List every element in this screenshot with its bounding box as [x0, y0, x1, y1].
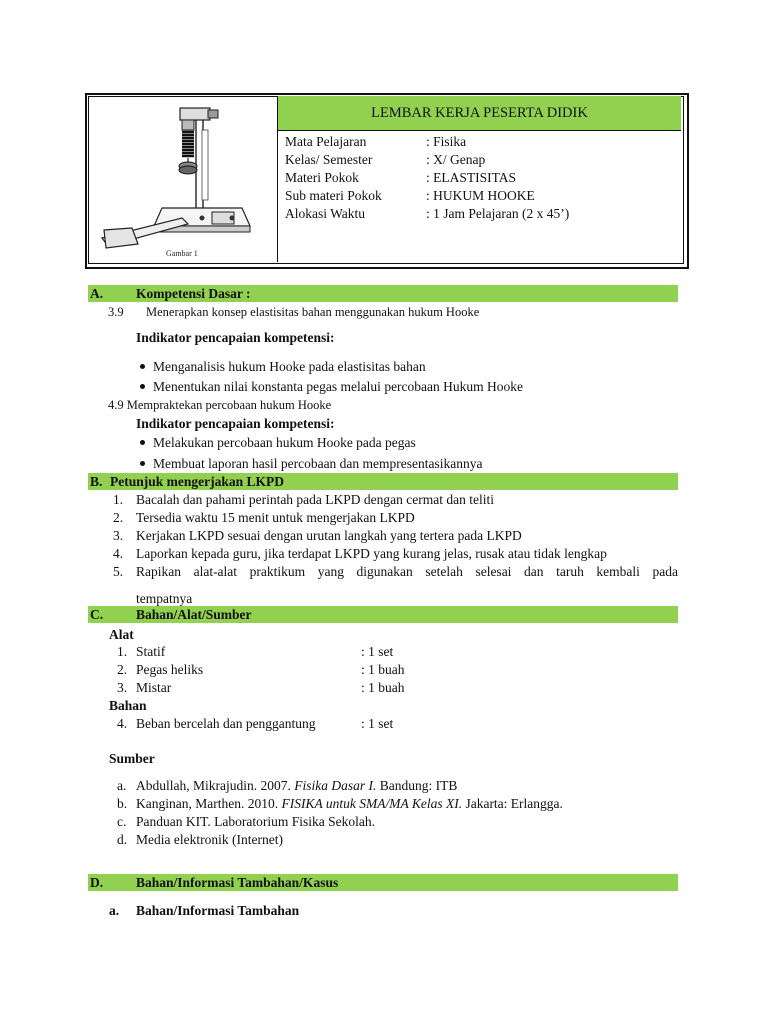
kd2-text: 4.9 Mempraktekan percobaan hukum Hooke: [108, 398, 332, 412]
section-d-letter: D.: [90, 875, 104, 890]
bullet-icon: [140, 364, 145, 369]
section-c-heading-bar: [88, 606, 678, 623]
alat-heading: Alat: [109, 627, 134, 642]
bullet-icon: [140, 461, 145, 466]
material-num: 4.: [117, 716, 128, 731]
instruction-item: Rapikan alat-alat praktikum yang digunakan setelah selesai dan taruh kembali pada: [136, 564, 678, 579]
reference-letter: b.: [117, 796, 128, 811]
section-b-heading: Petunjuk mengerjakan LKPD: [110, 474, 285, 489]
reference-item: Panduan KIT. Laboratorium Fisika Sekolah.: [136, 814, 375, 829]
material-name: Beban bercelah dan penggantung: [136, 716, 316, 731]
reference-item: Kanginan, Marthen. 2010. FISIKA untuk SMA/MA Kelas XI. Jakarta: Erlangga.: [136, 796, 563, 811]
section-a-heading-bar: [88, 285, 678, 302]
indicator-heading-1: Indikator pencapaian kompetensi:: [136, 330, 335, 345]
bullet-icon: [140, 384, 145, 389]
reference-letter: c.: [117, 814, 127, 829]
instruction-item: Kerjakan LKPD sesuai dengan urutan langkah yang tertera pada LKPD: [136, 528, 522, 543]
reference-item: Abdullah, Mikrajudin. 2007. Fisika Dasar I. Bandung: ITB: [136, 778, 458, 793]
section-b-heading-bar: [88, 473, 678, 490]
instruction-num: 5.: [113, 564, 124, 579]
tool-name: Mistar: [136, 680, 172, 695]
field-value-class: : X/ Genap: [426, 152, 486, 167]
material-qty: : 1 set: [361, 716, 394, 731]
bahan-heading: Bahan: [109, 698, 147, 713]
figure-caption: Gambar 1: [166, 249, 198, 258]
field-label-time: Alokasi Waktu: [285, 206, 366, 221]
reference-letter: a.: [117, 778, 127, 793]
bullet-icon: [140, 440, 145, 445]
field-label-class: Kelas/ Semester: [285, 152, 373, 167]
section-c-heading: Bahan/Alat/Sumber: [136, 607, 252, 622]
indicator-1-2: Menentukan nilai konstanta pegas melalui percobaan Hukum Hooke: [153, 379, 524, 394]
instruction-num: 3.: [113, 528, 124, 543]
hooke-apparatus-figure: [92, 100, 272, 258]
field-value-topic: : ELASTISITAS: [426, 170, 517, 185]
tool-qty: : 1 buah: [361, 680, 405, 695]
field-label-topic: Materi Pokok: [285, 170, 359, 185]
indicator-1-1: Menganalisis hukum Hooke pada elastisitas bahan: [153, 359, 426, 374]
instruction-item: Laporkan kepada guru, jika terdapat LKPD yang kurang jelas, rusak atau tidak lengkap: [136, 546, 607, 561]
tool-num: 1.: [117, 644, 128, 659]
indicator-2-1: Melakukan percobaan hukum Hooke pada pegas: [153, 435, 416, 450]
field-label-subtopic: Sub materi Pokok: [285, 188, 382, 203]
field-value-time: : 1 Jam Pelajaran (2 x 45’): [426, 206, 570, 221]
field-label-subject: Mata Pelajaran: [285, 134, 367, 149]
tool-name: Pegas heliks: [136, 662, 204, 677]
tool-qty: : 1 set: [361, 644, 394, 659]
field-value-subject: : Fisika: [426, 134, 467, 149]
subsection-heading: Bahan/Informasi Tambahan: [136, 903, 300, 918]
tool-qty: : 1 buah: [361, 662, 405, 677]
section-d-heading-bar: [88, 874, 678, 891]
field-value-subtopic: : HUKUM HOOKE: [426, 188, 535, 203]
section-a-letter: A.: [90, 286, 104, 301]
subsection-letter: a.: [109, 903, 120, 918]
tool-num: 2.: [117, 662, 128, 677]
sumber-heading: Sumber: [109, 751, 155, 766]
instruction-num: 2.: [113, 510, 124, 525]
tool-num: 3.: [117, 680, 128, 695]
document-title: LEMBAR KERJA PESERTA DIDIK: [371, 105, 588, 121]
kd1-text: Menerapkan konsep elastisitas bahan menggunakan hukum Hooke: [146, 305, 480, 319]
kd1-number: 3.9: [108, 305, 124, 319]
reference-item: Media elektronik (Internet): [136, 832, 283, 847]
instruction-item-continued: tempatnya: [136, 591, 193, 606]
tool-name: Statif: [136, 644, 166, 659]
section-c-letter: C.: [90, 607, 104, 622]
instruction-item: Tersedia waktu 15 menit untuk mengerjakan LKPD: [136, 510, 415, 525]
indicator-2-2: Membuat laporan hasil percobaan dan mempresentasikannya: [153, 456, 483, 471]
instruction-num: 4.: [113, 546, 124, 561]
section-a-heading: Kompetensi Dasar :: [136, 286, 251, 301]
section-b-letter: B.: [90, 474, 103, 489]
section-d-heading: Bahan/Informasi Tambahan/Kasus: [136, 875, 339, 890]
indicator-heading-2: Indikator pencapaian kompetensi:: [136, 416, 335, 431]
instruction-num: 1.: [113, 492, 124, 507]
reference-letter: d.: [117, 832, 128, 847]
instruction-item: Bacalah dan pahami perintah pada LKPD dengan cermat dan teliti: [136, 492, 494, 507]
